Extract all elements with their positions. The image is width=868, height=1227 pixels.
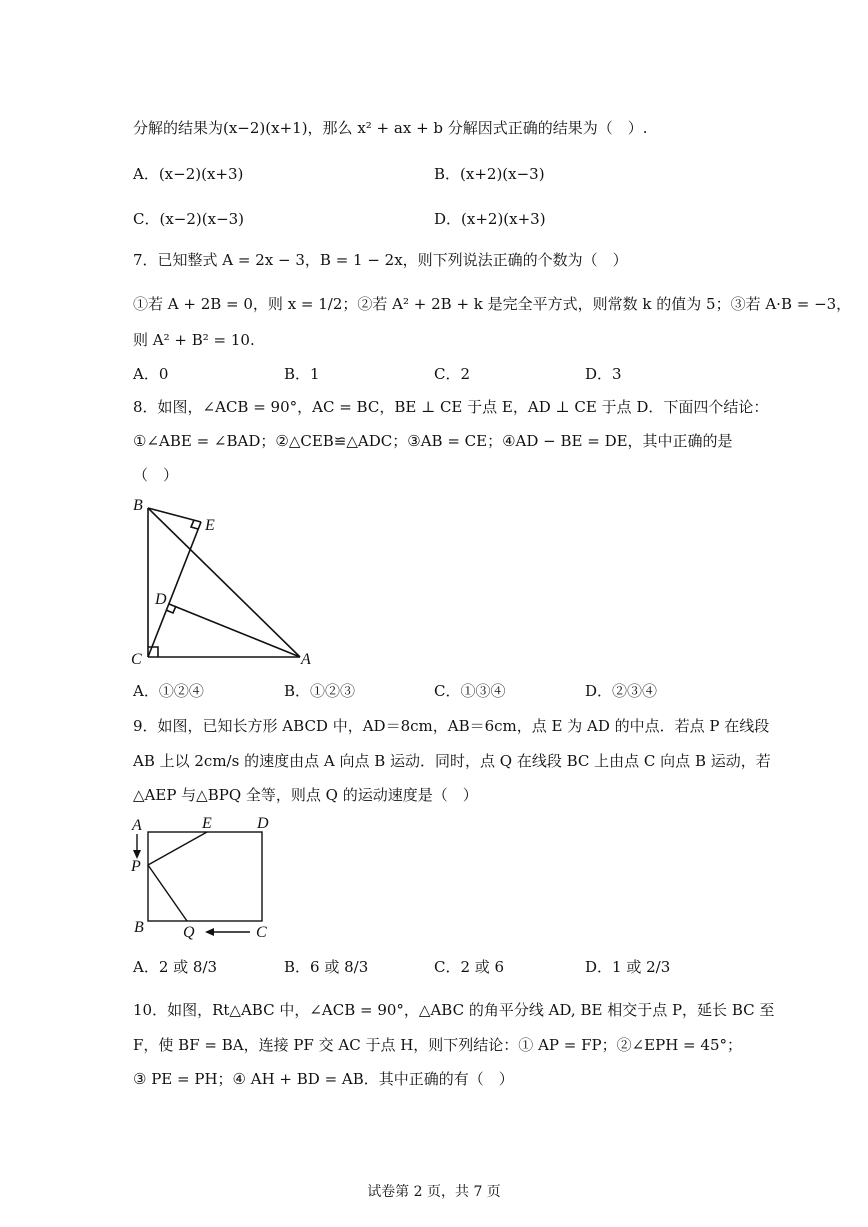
q10-stem: 10．如图，Rt△ABC 中，∠ACB = 90°，△ABC 的角平分线 AD, BE 相交于点 P，延长 BC 至 xyxy=(133,1001,775,1019)
q8-label-a: A xyxy=(301,651,311,668)
q9-line3: △AEP 与△BPQ 全等，则点 Q 的运动速度是（ ） xyxy=(133,786,478,804)
q9-label-a: A xyxy=(132,817,142,834)
q8-line2: ①∠ABE = ∠BAD；②△CEB≌△ADC；③AB = CE；④AD − BE = DE，其中正确的是 xyxy=(133,432,733,450)
q7-option-b: B．1 xyxy=(284,365,320,383)
q7-option-a: A．0 xyxy=(133,365,169,383)
q8-option-a: A．①②④ xyxy=(133,682,204,700)
q8-label-c: C xyxy=(131,651,142,668)
q8-label-b: B xyxy=(133,497,143,514)
q6-option-a: A．(x−2)(x+3) xyxy=(133,165,244,183)
q9-option-a: A．2 或 8/3 xyxy=(133,958,218,976)
q8-stem: 8．如图，∠ACB = 90°，AC = BC，BE ⊥ CE 于点 E，AD ⊥ CE 于点 D．下面四个结论： xyxy=(133,398,769,416)
q9-label-e: E xyxy=(202,815,212,832)
q8-option-b: B．①②③ xyxy=(284,682,356,700)
q7-option-d: D．3 xyxy=(585,365,622,383)
q8-option-c: C．①③④ xyxy=(434,682,506,700)
q7-option-c: C．2 xyxy=(434,365,471,383)
q9-label-b: B xyxy=(134,919,144,936)
q9-label-d: D xyxy=(257,815,269,832)
q9-figure xyxy=(125,812,285,942)
q9-option-d: D．1 或 2/3 xyxy=(585,958,671,976)
q10-line3: ③ PE = PH；④ AH + BD = AB．其中正确的有（ ） xyxy=(133,1070,514,1088)
q8-label-e: E xyxy=(205,517,215,534)
q10-line2: F，使 BF = BA，连接 PF 交 AC 于点 H，则下列结论：① AP = FP；②∠EPH = 45°； xyxy=(133,1036,742,1054)
q6-stem: 分解的结果为(x−2)(x+1)，那么 x² + ax + b 分解因式正确的结果为（ ）. xyxy=(133,119,648,137)
q9-label-c: C xyxy=(256,924,267,941)
q9-segment-pe xyxy=(148,832,207,865)
q8-segment-ab xyxy=(148,508,300,657)
q8-label-d: D xyxy=(155,591,167,608)
q6-option-c: C．(x−2)(x−3) xyxy=(133,210,245,228)
q9-option-c: C．2 或 6 xyxy=(434,958,505,976)
q9-label-p: P xyxy=(131,858,141,875)
q9-option-b: B．6 或 8/3 xyxy=(284,958,369,976)
q8-segment-ce xyxy=(148,522,201,657)
q7-stem: 7．已知整式 A = 2x − 3，B = 1 − 2x，则下列说法正确的个数为（ ） xyxy=(133,251,628,269)
q9-segment-pq xyxy=(148,865,187,921)
q9-arrow-c-head xyxy=(205,928,214,936)
q7-line3: 则 A² + B² = 10. xyxy=(133,331,255,349)
q7-line2: ①若 A + 2B = 0，则 x = 1/2；②若 A² + 2B + k 是完全平方式，则常数 k 的值为 5；③若 A·B = −3， xyxy=(133,295,852,313)
q6-option-d: D．(x+2)(x+3) xyxy=(434,210,546,228)
page-footer: 试卷第 2 页，共 7 页 xyxy=(367,1184,501,1200)
q8-figure xyxy=(125,492,325,672)
q8-line3: （ ） xyxy=(133,466,179,484)
q9-label-q: Q xyxy=(183,924,195,941)
q8-option-d: D．②③④ xyxy=(585,682,658,700)
q9-rectangle-abcd xyxy=(148,832,262,921)
q6-option-b: B．(x+2)(x−3) xyxy=(434,165,545,183)
q9-line2: AB 上以 2cm/s 的速度由点 A 向点 B 运动．同时，点 Q 在线段 BC 上由点 C 向点 B 运动，若 xyxy=(133,752,771,770)
q8-segment-ad xyxy=(169,604,300,657)
q9-stem: 9．如图，已知长方形 ABCD 中，AD＝8cm，AB＝6cm，点 E 为 AD 的中点．若点 P 在线段 xyxy=(133,717,770,735)
